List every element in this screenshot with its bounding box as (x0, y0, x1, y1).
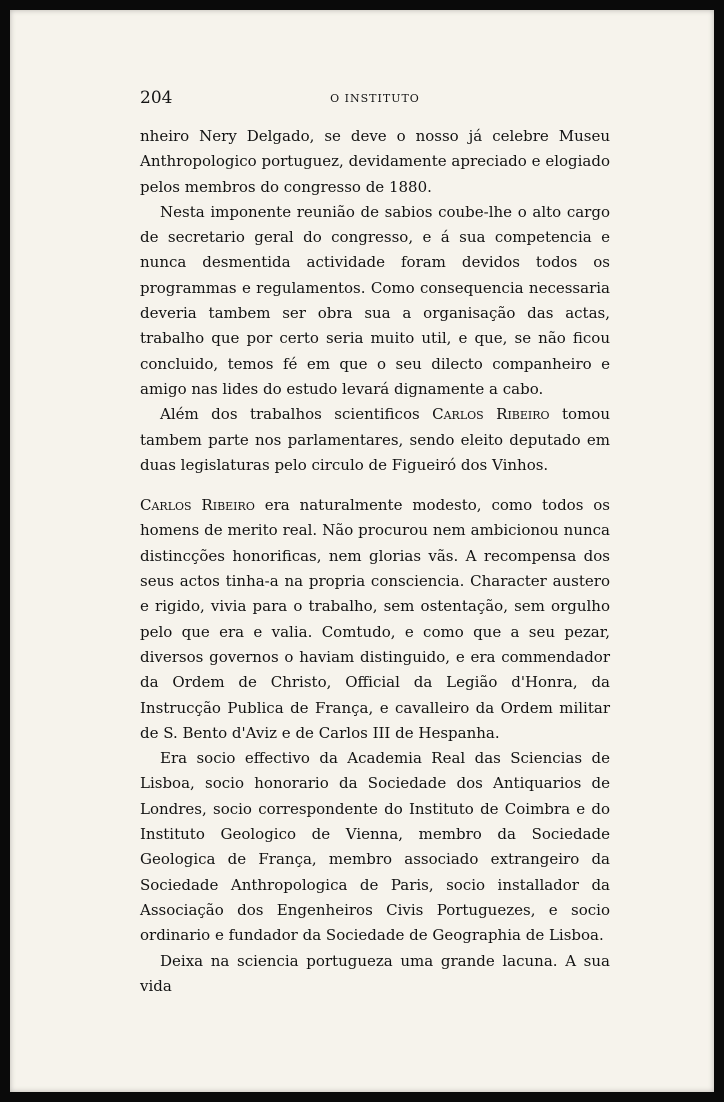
paragraph-4-text: era naturalmente modesto, como todos os homens de merito real. Não procurou nem ambicionou nunca distincções honorificas, nem glorias vãs. A recompensa dos seus actos tinha-a na propria consciencia. Character austero e rigido, vivia para o trabalho, sem ostentação, sem orgulho pelo que era e valia. Comtudo, e como que a seu pezar, diversos governos o haviam distinguido, e era commendador da Ordem de Christo, Official da Legião d'Honra, da Instrucção Publica de França, e cavalleiro da Ordem militar de S. Bento d'Aviz e de Carlos III de Hespanha. (140, 496, 611, 742)
page-number: 204 (140, 88, 173, 108)
paragraph-3-name-smallcaps: Carlos Ribeiro (432, 405, 550, 424)
paragraph-5-text: Era socio effectivo da Academia Real das Sciencias de Lisboa, socio honorario da Sociedade dos Antiquarios de Londres, socio correspondente do Instituto de Coimbra e do Instituto Geologico de Vienna, membro da Sociedade Geologica de França, membro associado extrangeiro da Sociedade Anthropologica de Paris, socio installador da Associação dos Engenheiros Civis Portuguezes, e socio ordinario e fundador da Sociedade de Geographia de Lisboa. (140, 749, 610, 945)
paragraph-2 (140, 200, 610, 402)
paragraph-4-name-smallcaps: Carlos Ribeiro (140, 496, 255, 515)
paragraph-1 (140, 124, 610, 200)
body-text (140, 124, 610, 999)
paragraph-3 (140, 402, 610, 478)
paragraph-6 (140, 949, 610, 1000)
page-header (140, 88, 610, 112)
paragraph-4 (140, 493, 610, 746)
running-head: O INSTITUTO (330, 92, 420, 105)
paragraph-1-text: nheiro Nery Delgado, se deve o nosso já celebre Museu Anthropologico portuguez, devidamente apreciado e elogiado pelos membros do congresso de 1880. (140, 127, 610, 196)
paragraph-2-text: Nesta imponente reunião de sabios coube-lhe o alto cargo de secretario geral do congresso, e á sua competencia e nunca desmentida actividade foram devidos todos os programmas e regulamentos. Como consequencia necessaria deveria tambem ser obra sua a organisação das actas, trabalho que por certo seria muito util, e que, se não ficou concluido, temos fé em que o seu dilecto companheiro e amigo nas lides do estudo levará dignamente a cabo. (140, 202, 610, 398)
paragraph-3-text-end: tomou tambem parte nos parlamentares, sendo eleito deputado em duas legislaturas pelo circulo de Figueiró dos Vinhos. (140, 405, 610, 474)
paragraph-3-text-start: Além dos trabalhos scientificos (160, 405, 433, 424)
book-page (10, 10, 714, 1092)
paragraph-5 (140, 746, 610, 948)
paragraph-6-text: Deixa na sciencia portugueza uma grande lacuna. A sua vida (140, 951, 610, 995)
